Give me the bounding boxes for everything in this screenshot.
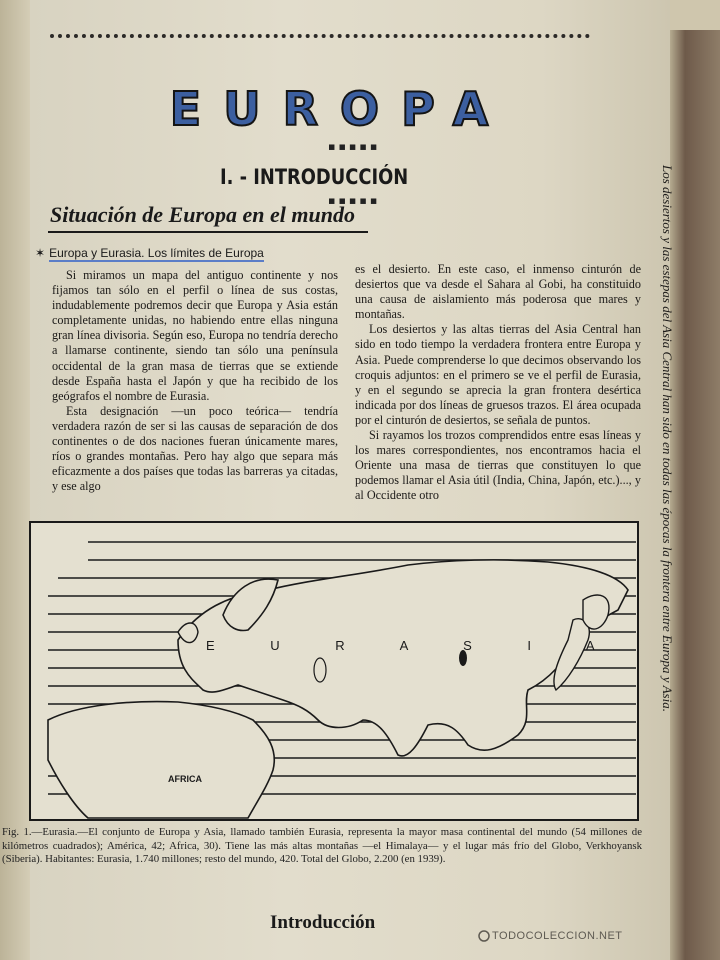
eurasia-map: [28, 520, 640, 822]
left-column: [52, 268, 338, 494]
section-heading: I. - INTRODUCCIÓN: [220, 165, 409, 189]
watermark: TODOCOLECCION.NET: [492, 930, 623, 942]
africa-landmass: [48, 702, 274, 818]
page-title: EUROPA: [169, 82, 511, 136]
watermark-logo-icon: [478, 930, 490, 942]
footer-title: Introducción: [270, 912, 376, 933]
book-cover-edge: [670, 30, 720, 960]
ornament-top: ▪▪▪▪▪: [328, 140, 381, 153]
right-column: [355, 262, 641, 504]
figure-caption: Fig. 1.—Eurasia.—El conjunto de Europa y Asia, llamado también Eurasia, representa la mayor masa continental del mundo (54 millones de kilómetros cuadrados); América, 42; Africa, 30). Tiene las más altas montañas —el Himalaya— y el lugar más frío del Globo, Verkhoyansk (Siberia). Habitantes: Eurasia, 1.740 millones; resto del mundo, 420. Total del Globo, 2.200 (en 1939).: [2, 826, 642, 865]
map-label-eurasia: E U R A S I A: [206, 638, 621, 653]
subheading-text: Europa y Eurasia. Los límites de Europa: [49, 246, 264, 260]
margin-sidenote: Los desiertos y las estepas del Asia Central han sido en todas las épocas la frontera entre Europa y Asia.: [660, 165, 675, 712]
subtitle-underline: [48, 231, 368, 233]
book-spine: [0, 0, 30, 960]
top-dotted-rule: [50, 34, 590, 38]
right-paragraph-2: Los desiertos y las altas tierras del Asia Central han sido en todo tiempo la verdadera frontera entre Europa y Asia. Puede comprenderse lo que decimos observando los croquis adjuntos: en el primero se ve el perfil de Eurasia, y en el segundo se aprecia la gran frontera desértica indicada por dos líneas de gruesos trazos. El área ocupada por el cinturón de desiertos, se señala de puntos.: [355, 322, 641, 427]
right-paragraph-3: Si rayamos los trozos comprendidos entre esas líneas y los mares correspondientes, nos encontramos hacia el Oriente una masa de tierras que constituyen lo que podemos llamar el Asia útil (India, China, Japón, etc.)..., y al Occidente otro: [355, 428, 641, 503]
right-paragraph-1: es el desierto. En este caso, el inmenso cinturón de desiertos que va desde el Sahara al Gobi, ha constituido una causa de aislamiento más poderosa que mares y montañas.: [355, 262, 641, 322]
left-paragraph-1: Si miramos un mapa del antiguo continente y nos fijamos tan sólo en el perfil o línea de sus costas, indudablemente podremos decir que Europa y Asia están completamente unidas, no habiendo entre ellas ninguna gran línea divisoria. Según eso, Europa no tendría derecho a llamarse continente, siendo tan sólo una península occidental de la gran masa de tierras que se extiende desde España hasta el Japón y que ha recibido de los geógrafos el nombre de Eurasia.: [52, 268, 338, 403]
subtitle: Situación de Europa en el mundo: [50, 202, 356, 227]
map-label-africa: AFRICA: [168, 774, 202, 784]
star-icon: ✶: [35, 246, 46, 260]
caspian-sea: [314, 658, 326, 682]
subheading: [35, 246, 264, 260]
left-paragraph-2: Esta designación —un poco teórica— tendría verdadera razón de ser si las causas de separación de dos continentes o de dos naciones fueran únicamente mares, ríos o grandes montañas. Pero hay algo que separa más eficazmente a dos países que todas las barreras ya citadas, y ese algo: [52, 403, 338, 494]
ornament-bottom: ▪▪▪▪▪: [328, 194, 381, 207]
